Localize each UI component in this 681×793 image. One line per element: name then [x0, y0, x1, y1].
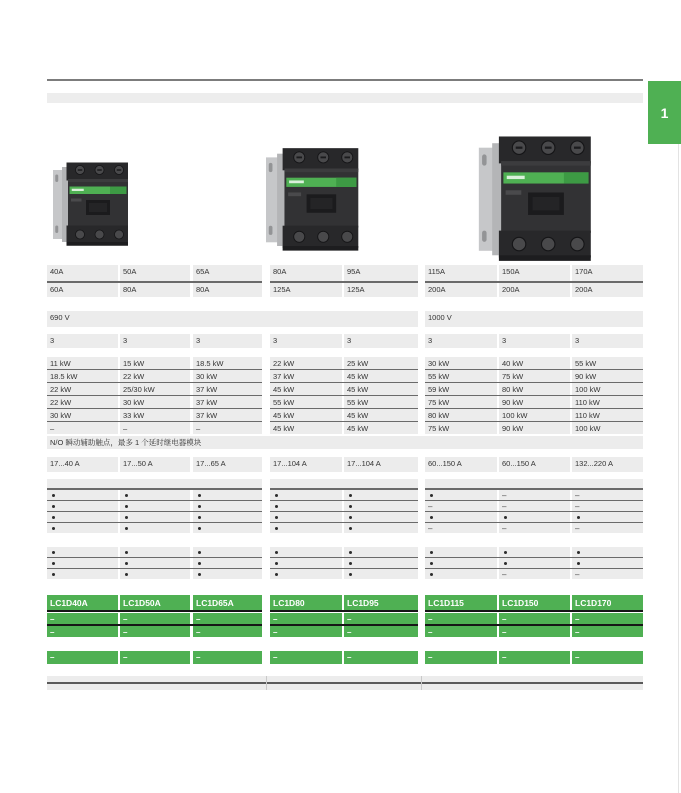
option-cell — [47, 490, 118, 500]
option-cell — [572, 558, 643, 568]
spec-cell: 80A — [120, 283, 190, 297]
option-cell — [193, 558, 262, 568]
dot-mark — [198, 505, 201, 508]
range-cell: 60...150 A — [499, 457, 570, 472]
reference-dash-cell: – — [572, 651, 643, 664]
option-cell: – — [499, 501, 570, 511]
dot-mark — [349, 562, 352, 565]
dot-mark — [125, 494, 128, 497]
subheader-band — [425, 479, 643, 488]
contactor-product-image-large — [477, 132, 597, 262]
option-cell — [47, 523, 118, 533]
option-cell — [270, 512, 342, 522]
option-cell — [120, 490, 190, 500]
spec-cell: 60A — [47, 283, 118, 297]
option-cell — [270, 547, 342, 557]
option-cell — [47, 501, 118, 511]
option-cell — [270, 523, 342, 533]
option-cell — [120, 569, 190, 579]
spec-cell: 90 kW — [572, 370, 643, 382]
spec-cell: 75 kW — [425, 396, 497, 408]
range-cell: 132...220 A — [572, 457, 643, 472]
rule-line — [421, 676, 422, 690]
spec-cell: 100 kW — [499, 409, 570, 421]
spec-cell: 200A — [499, 283, 570, 297]
option-cell — [193, 569, 262, 579]
dot-mark — [198, 551, 201, 554]
spec-cell: 45 kW — [270, 422, 342, 434]
reference-dash-cell: – — [425, 613, 497, 624]
dot-mark — [430, 516, 433, 519]
dot-mark — [430, 551, 433, 554]
spec-cell: 95A — [344, 265, 418, 281]
spec-cell: 45 kW — [344, 409, 418, 421]
contactor-product-image-small — [53, 150, 131, 256]
reference-dash-cell: – — [499, 626, 570, 637]
option-cell — [344, 558, 418, 568]
option-cell: – — [425, 523, 497, 533]
spec-cell: 40A — [47, 265, 118, 281]
reference-dash-cell: – — [499, 613, 570, 624]
option-cell — [572, 512, 643, 522]
spec-cell: 50A — [120, 265, 190, 281]
option-cell: – — [572, 501, 643, 511]
spec-cell: 75 kW — [499, 370, 570, 382]
spec-cell: 65A — [193, 265, 262, 281]
side-tab-number: 1 — [660, 104, 669, 121]
spec-cell: 55 kW — [344, 396, 418, 408]
rule-line — [270, 610, 418, 612]
spec-cell: 3 — [499, 334, 570, 348]
spec-cell: 37 kW — [193, 383, 262, 395]
dot-mark — [349, 516, 352, 519]
spec-cell: 45 kW — [270, 383, 342, 395]
reference-cell: LC1D50A — [120, 595, 190, 610]
dot-mark — [125, 551, 128, 554]
reference-cell: LC1D170 — [572, 595, 643, 610]
dot-mark — [504, 551, 507, 554]
option-cell: – — [499, 490, 570, 500]
option-cell — [344, 569, 418, 579]
reference-cell: LC1D40A — [47, 595, 118, 610]
dot-mark — [52, 527, 55, 530]
dot-mark — [275, 505, 278, 508]
dot-mark — [349, 573, 352, 576]
dot-mark — [349, 551, 352, 554]
page-right-edge — [678, 144, 679, 793]
spec-cell: – — [47, 422, 118, 434]
reference-dash-cell: – — [193, 651, 262, 664]
option-cell — [425, 512, 497, 522]
spec-cell: 15 kW — [120, 357, 190, 369]
spec-cell: 3 — [120, 334, 190, 348]
dot-mark — [52, 573, 55, 576]
spec-cell: 37 kW — [193, 409, 262, 421]
spec-cell: – — [120, 422, 190, 434]
spec-cell: 200A — [425, 283, 497, 297]
spec-cell: 33 kW — [120, 409, 190, 421]
dot-mark — [52, 551, 55, 554]
reference-dash-cell: – — [425, 626, 497, 637]
subheader-band — [270, 479, 418, 488]
option-cell: – — [572, 569, 643, 579]
reference-dash-cell: – — [572, 613, 643, 624]
reference-dash-cell: – — [499, 651, 570, 664]
option-cell — [270, 569, 342, 579]
option-cell — [120, 547, 190, 557]
dot-mark — [125, 516, 128, 519]
dot-mark — [198, 573, 201, 576]
spec-cell: 75 kW — [425, 422, 497, 434]
range-cell: 17...40 A — [47, 457, 118, 472]
spec-cell: – — [193, 422, 262, 434]
spec-cell: 40 kW — [499, 357, 570, 369]
reference-dash-cell: – — [344, 626, 418, 637]
voltage-cell: 1000 V — [425, 311, 643, 327]
reference-dash-cell: – — [344, 613, 418, 624]
reference-cell: LC1D115 — [425, 595, 497, 610]
spec-cell: 125A — [270, 283, 342, 297]
spec-cell: 3 — [344, 334, 418, 348]
range-cell: 60...150 A — [425, 457, 497, 472]
option-cell: – — [499, 523, 570, 533]
option-cell — [425, 490, 497, 500]
spec-cell: 80A — [193, 283, 262, 297]
spec-cell: 90 kW — [499, 422, 570, 434]
option-cell — [499, 547, 570, 557]
spec-cell: 22 kW — [47, 383, 118, 395]
dot-mark — [275, 562, 278, 565]
spec-cell: 80 kW — [425, 409, 497, 421]
reference-dash-cell: – — [47, 651, 118, 664]
reference-dash-cell: – — [193, 613, 262, 624]
option-cell: – — [499, 569, 570, 579]
reference-dash-cell: – — [120, 626, 190, 637]
reference-dash-cell: – — [47, 626, 118, 637]
spec-cell: 150A — [499, 265, 570, 281]
top-rule — [47, 79, 643, 81]
option-cell — [193, 523, 262, 533]
contactor-product-image-medium — [266, 139, 362, 257]
spec-cell: 37 kW — [270, 370, 342, 382]
option-cell — [572, 547, 643, 557]
option-cell — [344, 490, 418, 500]
dot-mark — [198, 516, 201, 519]
spec-cell: 170A — [572, 265, 643, 281]
range-cell: 17...50 A — [120, 457, 190, 472]
option-cell — [120, 558, 190, 568]
dot-mark — [275, 527, 278, 530]
dot-mark — [504, 562, 507, 565]
option-cell — [344, 547, 418, 557]
option-cell — [193, 490, 262, 500]
dot-mark — [577, 516, 580, 519]
spec-cell: 55 kW — [425, 370, 497, 382]
spec-cell: 3 — [193, 334, 262, 348]
reference-cell: LC1D65A — [193, 595, 262, 610]
option-cell — [47, 558, 118, 568]
spec-cell: 80A — [270, 265, 342, 281]
reference-dash-cell: – — [344, 651, 418, 664]
spec-cell: 11 kW — [47, 357, 118, 369]
option-cell — [193, 501, 262, 511]
reference-dash-cell: – — [120, 651, 190, 664]
option-cell — [344, 523, 418, 533]
spec-cell: 30 kW — [425, 357, 497, 369]
spec-cell: 25/30 kW — [120, 383, 190, 395]
dot-mark — [125, 527, 128, 530]
spec-cell: 22 kW — [120, 370, 190, 382]
spec-cell: 45 kW — [344, 422, 418, 434]
dot-mark — [125, 573, 128, 576]
option-cell — [47, 569, 118, 579]
note-cell: N/O 瞬动辅助触点，最多 1 个延时继电器模块 — [47, 436, 643, 449]
option-cell — [120, 501, 190, 511]
reference-dash-cell: – — [270, 626, 342, 637]
option-cell: – — [425, 501, 497, 511]
spec-cell: 18.5 kW — [193, 357, 262, 369]
reference-dash-cell: – — [270, 651, 342, 664]
dot-mark — [349, 527, 352, 530]
reference-cell: LC1D80 — [270, 595, 342, 610]
option-cell — [425, 547, 497, 557]
spec-cell: 80 kW — [499, 383, 570, 395]
reference-cell: LC1D150 — [499, 595, 570, 610]
reference-cell: LC1D95 — [344, 595, 418, 610]
reference-dash-cell: – — [425, 651, 497, 664]
option-cell — [344, 512, 418, 522]
option-cell — [47, 512, 118, 522]
range-cell: 17...65 A — [193, 457, 262, 472]
reference-dash-cell: – — [47, 613, 118, 624]
option-cell — [425, 569, 497, 579]
spec-cell: 3 — [47, 334, 118, 348]
range-cell: 17...104 A — [270, 457, 342, 472]
rule-line — [47, 682, 643, 684]
spec-cell: 22 kW — [270, 357, 342, 369]
dot-mark — [52, 505, 55, 508]
dot-mark — [349, 494, 352, 497]
subheader-band — [47, 479, 262, 488]
rule-line — [47, 610, 262, 612]
spec-cell: 25 kW — [344, 357, 418, 369]
option-cell — [193, 512, 262, 522]
option-cell — [120, 523, 190, 533]
option-cell — [344, 501, 418, 511]
spec-cell: 100 kW — [572, 422, 643, 434]
spec-cell: 90 kW — [499, 396, 570, 408]
option-cell — [120, 512, 190, 522]
reference-dash-cell: – — [270, 613, 342, 624]
option-cell — [270, 558, 342, 568]
spec-cell: 30 kW — [193, 370, 262, 382]
option-cell — [270, 501, 342, 511]
option-cell — [193, 547, 262, 557]
dot-mark — [349, 505, 352, 508]
spec-cell: 18.5 kW — [47, 370, 118, 382]
option-cell — [499, 558, 570, 568]
dot-mark — [198, 562, 201, 565]
spec-cell: 115A — [425, 265, 497, 281]
spec-cell: 45 kW — [270, 409, 342, 421]
option-cell — [425, 558, 497, 568]
spec-cell: 3 — [572, 334, 643, 348]
dot-mark — [430, 494, 433, 497]
spec-cell: 30 kW — [47, 409, 118, 421]
dot-mark — [198, 494, 201, 497]
dot-mark — [52, 516, 55, 519]
voltage-cell: 690 V — [47, 311, 418, 327]
spec-cell: 55 kW — [270, 396, 342, 408]
spec-cell: 200A — [572, 283, 643, 297]
side-tab — [648, 81, 681, 144]
spec-cell: 30 kW — [120, 396, 190, 408]
option-cell — [499, 512, 570, 522]
header-band — [47, 93, 643, 103]
reference-dash-cell: – — [193, 626, 262, 637]
dot-mark — [275, 573, 278, 576]
reference-dash-cell: – — [120, 613, 190, 624]
dot-mark — [52, 562, 55, 565]
dot-mark — [504, 516, 507, 519]
dot-mark — [430, 573, 433, 576]
option-cell — [270, 490, 342, 500]
spec-cell: 37 kW — [193, 396, 262, 408]
range-cell: 17...104 A — [344, 457, 418, 472]
option-cell: – — [572, 523, 643, 533]
spec-cell: 3 — [270, 334, 342, 348]
dot-mark — [125, 562, 128, 565]
spec-cell: 100 kW — [572, 383, 643, 395]
dot-mark — [275, 516, 278, 519]
spec-cell: 22 kW — [47, 396, 118, 408]
dot-mark — [577, 562, 580, 565]
spec-cell: 59 kW — [425, 383, 497, 395]
option-cell — [47, 547, 118, 557]
dot-mark — [198, 527, 201, 530]
dot-mark — [275, 551, 278, 554]
spec-cell: 45 kW — [344, 383, 418, 395]
dot-mark — [52, 494, 55, 497]
reference-dash-cell: – — [572, 626, 643, 637]
spec-cell: 110 kW — [572, 409, 643, 421]
dot-mark — [577, 551, 580, 554]
dot-mark — [275, 494, 278, 497]
spec-cell: 55 kW — [572, 357, 643, 369]
spec-cell: 3 — [425, 334, 497, 348]
rule-line — [425, 610, 643, 612]
dot-mark — [125, 505, 128, 508]
dot-mark — [430, 562, 433, 565]
rule-line — [266, 676, 267, 690]
option-cell: – — [572, 490, 643, 500]
spec-cell: 125A — [344, 283, 418, 297]
spec-cell: 45 kW — [344, 370, 418, 382]
spec-cell: 110 kW — [572, 396, 643, 408]
